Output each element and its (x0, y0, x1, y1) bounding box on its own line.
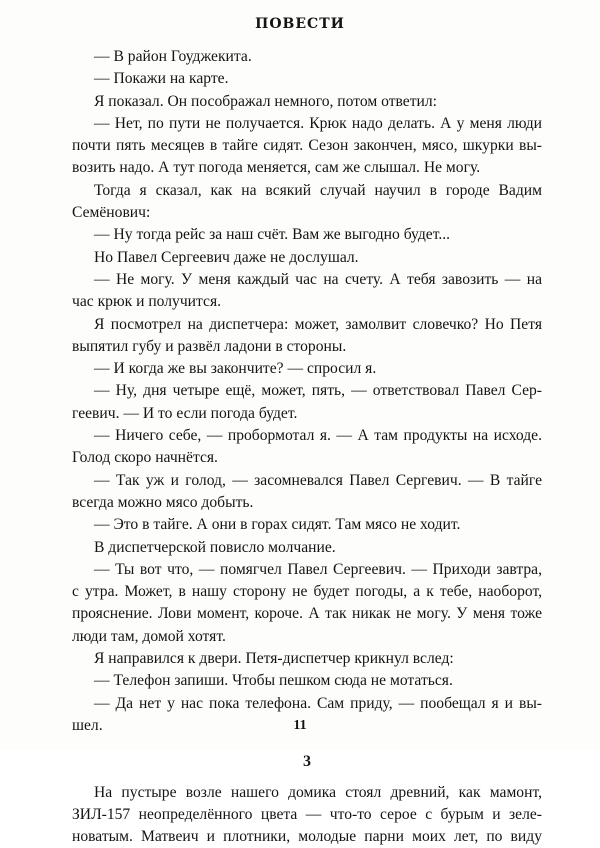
text-line: Я показал. Он посображал немного, потом ответил: (72, 91, 542, 113)
running-title: ПОВЕСТИ (0, 16, 600, 32)
text-line: — Ну, дня четыре ещё, может, пять, — ответствовал Павел Сер- (72, 380, 542, 402)
text-line: — Ты вот что, — помягчел Павел Сергеевич. — Приходи завтра, (72, 559, 542, 581)
text-line: выпятил губу и развёл ладони в стороны. (72, 336, 542, 358)
text-line: — И когда же вы закончите? — спросил я. (72, 358, 542, 380)
text-line: геевич. — И то если погода будет. (72, 403, 542, 425)
text-line: прояснение. Лови момент, короче. А так никак не могу. У меня тоже (72, 603, 542, 625)
text-line: Семёнович: (72, 202, 542, 224)
text-line: шел. (72, 715, 542, 737)
text-line: Тогда я сказал, как на всякий случай научил в городе Вадим (72, 180, 542, 202)
chapter-number: 3 (72, 751, 542, 773)
text-line: — Покажи на карте. (72, 68, 542, 90)
text-line: ЗИЛ-157 неопределённого цвета — что-то серое с бурым и зеле- (72, 804, 542, 826)
text-line: Голод скоро начнётся. (72, 447, 542, 469)
text-line: — Ничего себе, — пробормотал я. — А там продукты на исходе. (72, 425, 542, 447)
text-line: Я посмотрел на диспетчера: может, замолвит словечко? Но Петя (72, 314, 542, 336)
text-line: час крюк и получится. (72, 291, 542, 313)
text-line: — Не могу. У меня каждый час на счету. А тебя завозить — на (72, 269, 542, 291)
text-line: почти пять месяцев в тайге сидят. Сезон закончен, мясо, шкурки вы- (72, 135, 542, 157)
text-line: — Ну тогда рейс за наш счёт. Вам же выгодно будет... (72, 224, 542, 246)
text-after-chapter (72, 782, 542, 848)
text-before-chapter (72, 46, 542, 737)
text-line: На пустыре возле нашего домика стоял древний, как мамонт, (72, 782, 542, 804)
text-line: люди там, домой хотят. (72, 626, 542, 648)
text-line: с утра. Может, в нашу сторону не будет погоды, а к тебе, наоборот, (72, 581, 542, 603)
text-line: — Телефон запиши. Чтобы пешком сюда не мотаться. (72, 670, 542, 692)
text-line: Я направился к двери. Петя-диспетчер крикнул вслед: (72, 648, 542, 670)
text-line: — Нет, по пути не получается. Крюк надо делать. А у меня люди (72, 113, 542, 135)
text-line: В диспетчерской повисло молчание. (72, 537, 542, 559)
text-line: — Так уж и голод, — засомневался Павел Сергевич. — В тайге (72, 470, 542, 492)
text-line: — В район Гоуджекита. (72, 46, 542, 68)
text-line: — Да нет у нас пока телефона. Сам приду, — пообещал я и вы- (72, 693, 542, 715)
text-line: — Это в тайге. А они в горах сидят. Там мясо не ходит. (72, 514, 542, 536)
text-line: всегда можно мясо добыть. (72, 492, 542, 514)
text-line: возить надо. А тут погода меняется, сам же слышал. Не могу. (72, 157, 542, 179)
page-number: 11 (0, 718, 600, 734)
text-line: Но Павел Сергеевич даже не дослушал. (72, 247, 542, 269)
text-line: новатым. Матвеич и плотники, молодые парни моих лет, по виду (72, 826, 542, 848)
